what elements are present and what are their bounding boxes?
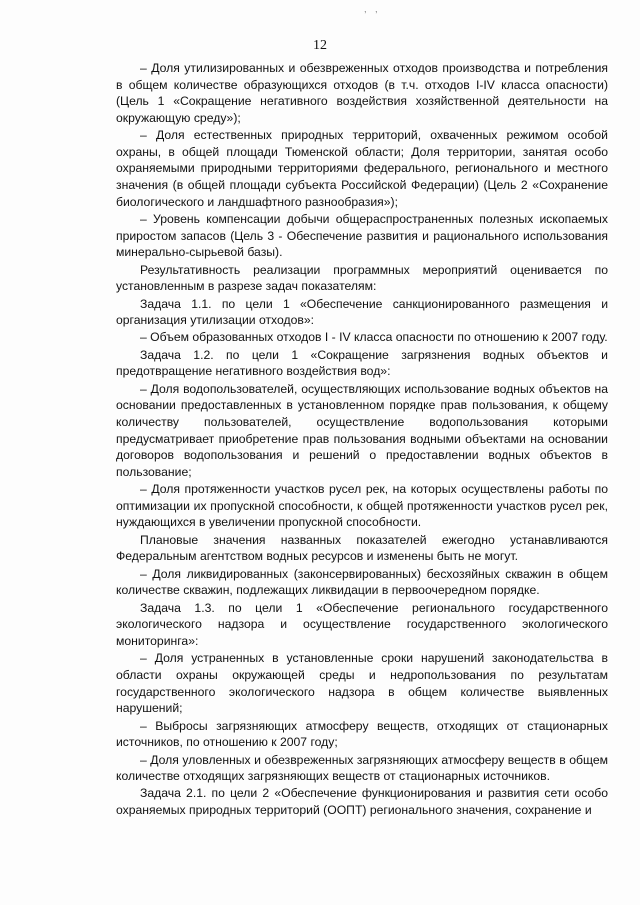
paragraph: – Объем образованных отходов I - IV класса опасности по отношению к 2007 году.	[140, 330, 608, 345]
paragraph: Задача 1.2. по цели 1 «Сокращение загрязнения водных объектов и предотвращение негативного воздействия вод»:	[116, 347, 608, 379]
paragraph: – Доля естественных природных территорий, охваченных режимом особой охраны, в общей площади Тюменской области; Доля территории, занятая особо охраняемыми природными территориями федерального, регионального и местного значения (в общей площади субъекта Российской Федерации) (Цель 2 «Сохранение биологического и ландшафтного разнообразия»);	[116, 128, 608, 209]
paragraph: Задача 1.1. по цели 1 «Обеспечение санкционированного размещения и организация утилизации отходов»:	[116, 296, 608, 328]
paragraph: Плановые значения названных показателей ежегодно устанавливаются Федеральным агентством водных ресурсов и изменены быть не могут.	[116, 532, 608, 564]
paragraph: – Доля уловленных и обезвреженных загрязняющих атмосферу веществ в общем количестве отходящих загрязняющих веществ от стационарных источников.	[116, 752, 608, 784]
paragraph: – Доля ликвидированных (законсервированных) бесхозяйных скважин в общем количестве скважин, подлежащих ликвидации в первоочередном порядке.	[116, 566, 608, 598]
paragraph: – Доля устраненных в установленные сроки нарушений законодательства в области охраны окружающей среды и недропользования по результатам государственного экологического надзора в общем количестве выявленных нарушений;	[116, 651, 608, 716]
paragraph: – Доля водопользователей, осуществляющих использование водных объектов на основании предоставленных в установленном порядке прав пользования, к общему количеству пользователей, осуществление водопользования которыми предусматривает приобретение прав пользования водными объектами на основании договоров водопользования и решений о предоставлении водных объектов в пользование;	[116, 381, 608, 479]
paragraph: – Выбросы загрязняющих атмосферу веществ, отходящих от стационарных источников, по отношению к 2007 году;	[116, 718, 608, 750]
paragraph: Результативность реализации программных мероприятий оценивается по установленным в разрезе задач показателям:	[116, 262, 608, 294]
paragraph: – Доля протяженности участков русел рек, на которых осуществлены работы по оптимизации их пропускной способности, к общей протяженности участков русел рек, нуждающихся в увеличении пропускной способности.	[116, 482, 608, 530]
paragraph: – Доля утилизированных и обезвреженных отходов производства и потребления в общем количестве образующихся отходов (в т.ч. отходов I-IV класса опасности) (Цель 1 «Сокращение негативного воздействия хозяйственной деятельности на окружающую среду»);	[116, 61, 608, 125]
page-number: 12	[313, 38, 327, 53]
paragraph: Задача 1.3. по цели 1 «Обеспечение регионального государственного экологического надзора и осуществление государственного экологического мониторинга»:	[116, 600, 608, 648]
paragraph: – Уровень компенсации добычи общераспространенных полезных ископаемых приростом запасов (Цель 3 - Обеспечение развития и рационального использования минерально-сырьевой базы).	[116, 211, 608, 260]
body-text	[116, 60, 608, 819]
paragraph: Задача 2.1. по цели 2 «Обеспечение функционирования и развития сети особо охраняемых природных территорий (ООПТ) регионального значения, сохранение и	[116, 786, 608, 818]
scan-marks: , ,	[364, 4, 381, 14]
